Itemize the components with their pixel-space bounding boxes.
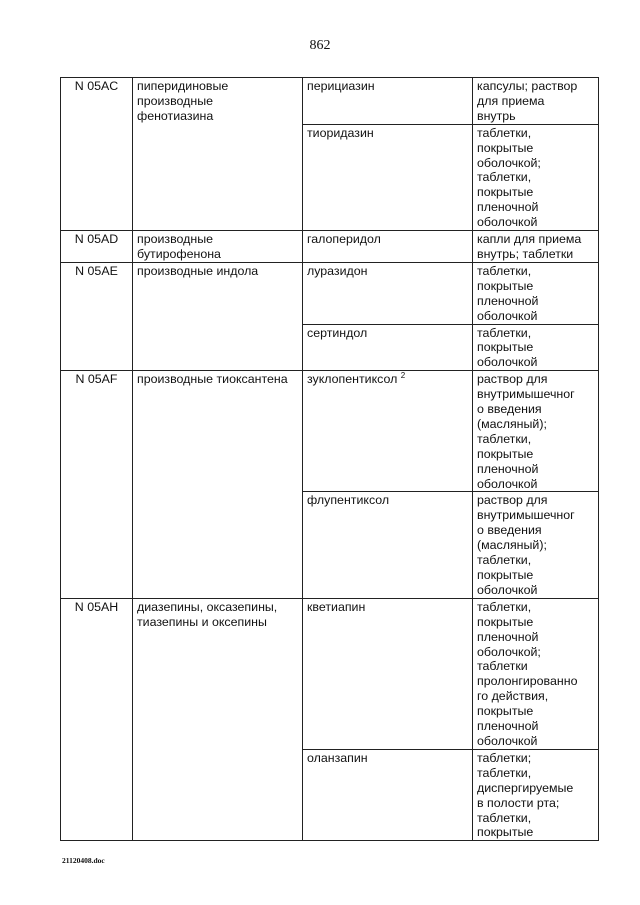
drug-name: галоперидол bbox=[307, 232, 381, 247]
drug-name: тиоридазин bbox=[307, 125, 374, 140]
drug-name-cell bbox=[303, 492, 473, 598]
dosage-form: таблетки, покрытые оболочкой; таблетки, покрытые пленочной оболочкой bbox=[477, 125, 541, 230]
drug-name-cell bbox=[303, 231, 473, 263]
group-name: производные тиоксантена bbox=[137, 372, 288, 387]
dosage-form: таблетки; таблетки, диспергируемые в полости рта; таблетки, покрытые bbox=[477, 750, 574, 840]
drug-name-cell bbox=[303, 749, 473, 840]
group-name-cell bbox=[133, 78, 303, 231]
drug-name: луразидон bbox=[307, 263, 368, 278]
dosage-form: капсулы; раствор для приема внутрь bbox=[477, 79, 578, 123]
group-name: пиперидиновые производные фенотиазина bbox=[137, 79, 229, 123]
dosage-form-cell bbox=[473, 598, 599, 749]
table-row bbox=[61, 78, 599, 125]
drug-classification-table bbox=[60, 77, 599, 841]
dosage-form-cell bbox=[473, 231, 599, 263]
atc-code-cell: N 05AD bbox=[61, 231, 133, 263]
drug-name-cell bbox=[303, 324, 473, 371]
atc-code-cell: N 05AF bbox=[61, 371, 133, 599]
dosage-form-cell bbox=[473, 262, 599, 324]
table-row bbox=[61, 262, 599, 324]
drug-name-cell bbox=[303, 598, 473, 749]
dosage-form: таблетки, покрытые пленочной оболочкой; таблетки пролонгированно го действия, покрытые пленочной оболочкой bbox=[477, 599, 578, 748]
dosage-form: таблетки, покрытые пленочной оболочкой bbox=[477, 263, 539, 323]
atc-code-cell: N 05AE bbox=[61, 262, 133, 370]
atc-code-cell: N 05AH bbox=[61, 598, 133, 841]
group-name-cell bbox=[133, 598, 303, 841]
drug-name-cell bbox=[303, 371, 473, 492]
dosage-form-cell bbox=[473, 324, 599, 371]
dosage-form: капли для приема внутрь; таблетки bbox=[477, 232, 582, 261]
drug-name: сертиндол bbox=[307, 325, 368, 340]
table-row bbox=[61, 371, 599, 492]
dosage-form-cell bbox=[473, 371, 599, 492]
group-name-cell bbox=[133, 371, 303, 599]
atc-code-cell: N 05AC bbox=[61, 78, 133, 231]
table-row bbox=[61, 231, 599, 263]
drug-name-cell bbox=[303, 78, 473, 125]
group-name: диазепины, оксазепины, тиазепины и оксепины bbox=[137, 599, 278, 629]
dosage-form-cell bbox=[473, 492, 599, 598]
group-name-cell bbox=[133, 262, 303, 370]
dosage-form: раствор для внутримышечног о введения (масляный); таблетки, покрытые пленочной оболочкой bbox=[477, 372, 575, 491]
dosage-form: таблетки, покрытые оболочкой bbox=[477, 325, 538, 370]
table-row bbox=[61, 598, 599, 749]
page-number: 862 bbox=[309, 38, 331, 53]
dosage-form-cell bbox=[473, 78, 599, 125]
dosage-form: раствор для внутримышечног о введения (масляный); таблетки, покрытые оболочкой bbox=[477, 493, 575, 597]
group-name: производные индола bbox=[137, 263, 259, 278]
drug-name: кветиапин bbox=[307, 599, 366, 614]
drug-name-cell bbox=[303, 124, 473, 230]
dosage-form-cell bbox=[473, 749, 599, 840]
document-filename: 21120408.doc bbox=[62, 856, 105, 865]
drug-name: оланзапин bbox=[307, 750, 368, 765]
drug-name: зуклопентиксол bbox=[307, 372, 398, 387]
drug-name-cell bbox=[303, 262, 473, 324]
group-name-cell bbox=[133, 231, 303, 263]
dosage-form-cell bbox=[473, 124, 599, 230]
group-name: производные бутирофенона bbox=[137, 232, 221, 261]
drug-name: флупентиксол bbox=[307, 493, 390, 508]
drug-name: перициазин bbox=[307, 79, 375, 93]
footnote-marker: 2 bbox=[400, 371, 406, 381]
